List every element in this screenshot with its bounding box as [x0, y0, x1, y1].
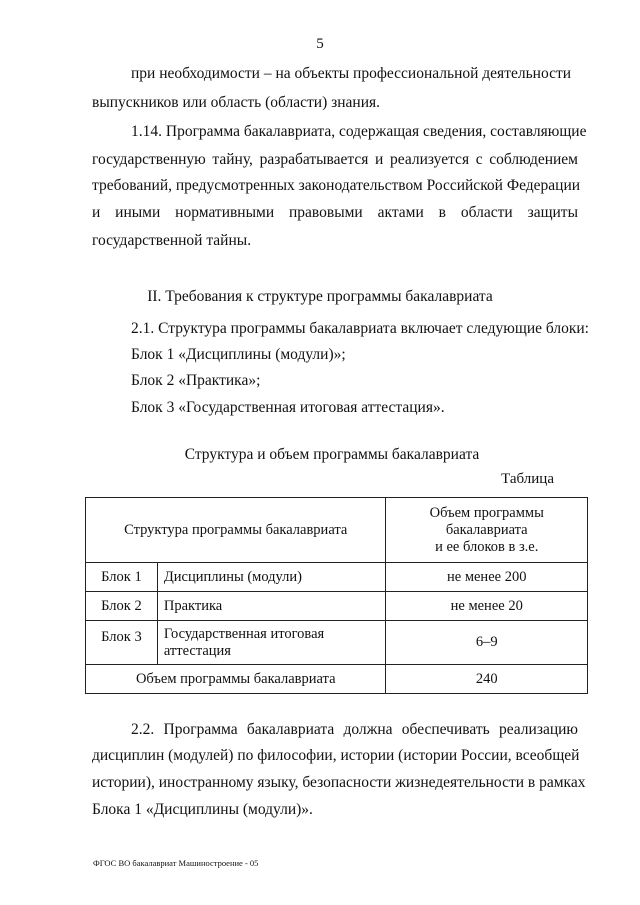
table-caption: Таблица: [501, 471, 554, 487]
table-row: [86, 563, 588, 592]
block-list-item: Блок 3 «Государственная итоговая аттестация».: [131, 399, 445, 416]
paragraph-line: при необходимости – на объекты профессиональной деятельности: [131, 65, 572, 82]
paragraph-line: 2.2. Программа бакалавриата должна обеспечивать реализацию: [131, 721, 578, 738]
paragraph-line: государственной тайны.: [92, 232, 252, 249]
header-volume-line: и ее блоков в з.е.: [435, 538, 539, 555]
paragraph-line: 1.14. Программа бакалавриата, содержащая сведения, составляющие: [131, 123, 587, 140]
header-volume-line: Объем программы: [429, 504, 544, 521]
table-row: [86, 621, 588, 665]
header-structure: Структура программы бакалавриата: [86, 498, 386, 563]
total-label: Объем программы бакалавриата: [86, 665, 386, 694]
block-list-item: Блок 2 «Практика»;: [131, 372, 261, 389]
section-heading: II. Требования к структуре программы бакалавриата: [147, 288, 493, 305]
volume-cell: не менее 200: [386, 563, 588, 592]
header-volume: [386, 498, 588, 563]
header-volume-line: бакалавриата: [445, 521, 528, 538]
block-cell: Блок 3: [86, 621, 158, 665]
total-value: 240: [386, 665, 588, 694]
name-cell: Дисциплины (модули): [157, 563, 386, 592]
table-row: [86, 592, 588, 621]
name-cell: Практика: [157, 592, 386, 621]
volume-cell: не менее 20: [386, 592, 588, 621]
table-total-row: [86, 665, 588, 694]
block-cell: Блок 2: [86, 592, 158, 621]
volume-cell: 6–9: [386, 621, 588, 665]
page-footer: ФГОС ВО бакалавриат Машиностроение - 05: [93, 858, 259, 868]
paragraph-line: дисциплин (модулей) по философии, истории (истории России, всеобщей: [92, 747, 580, 764]
name-cell: Государственная итоговая аттестация: [157, 621, 386, 665]
paragraph-line: государственную тайну, разрабатывается и реализуется с соблюдением: [92, 151, 578, 168]
paragraph-line: Блока 1 «Дисциплины (модули)».: [92, 801, 313, 818]
block-list-item: Блок 1 «Дисциплины (модули)»;: [131, 346, 346, 363]
paragraph-line: 2.1. Структура программы бакалавриата включает следующие блоки:: [131, 320, 589, 337]
page-number: 5: [316, 36, 324, 52]
paragraph-line: истории), иностранному языку, безопасности жизнедеятельности в рамках: [92, 774, 586, 791]
table-title: Структура и объем программы бакалавриата: [184, 446, 480, 463]
block-cell: Блок 1: [86, 563, 158, 592]
table-header-row: [86, 498, 588, 563]
structure-table: [85, 497, 588, 694]
paragraph-line: выпускников или область (области) знания.: [92, 94, 381, 111]
paragraph-line: требований, предусмотренных законодательством Российской Федерации: [92, 177, 581, 194]
paragraph-line: и иными нормативными правовыми актами в области защиты: [92, 204, 578, 221]
